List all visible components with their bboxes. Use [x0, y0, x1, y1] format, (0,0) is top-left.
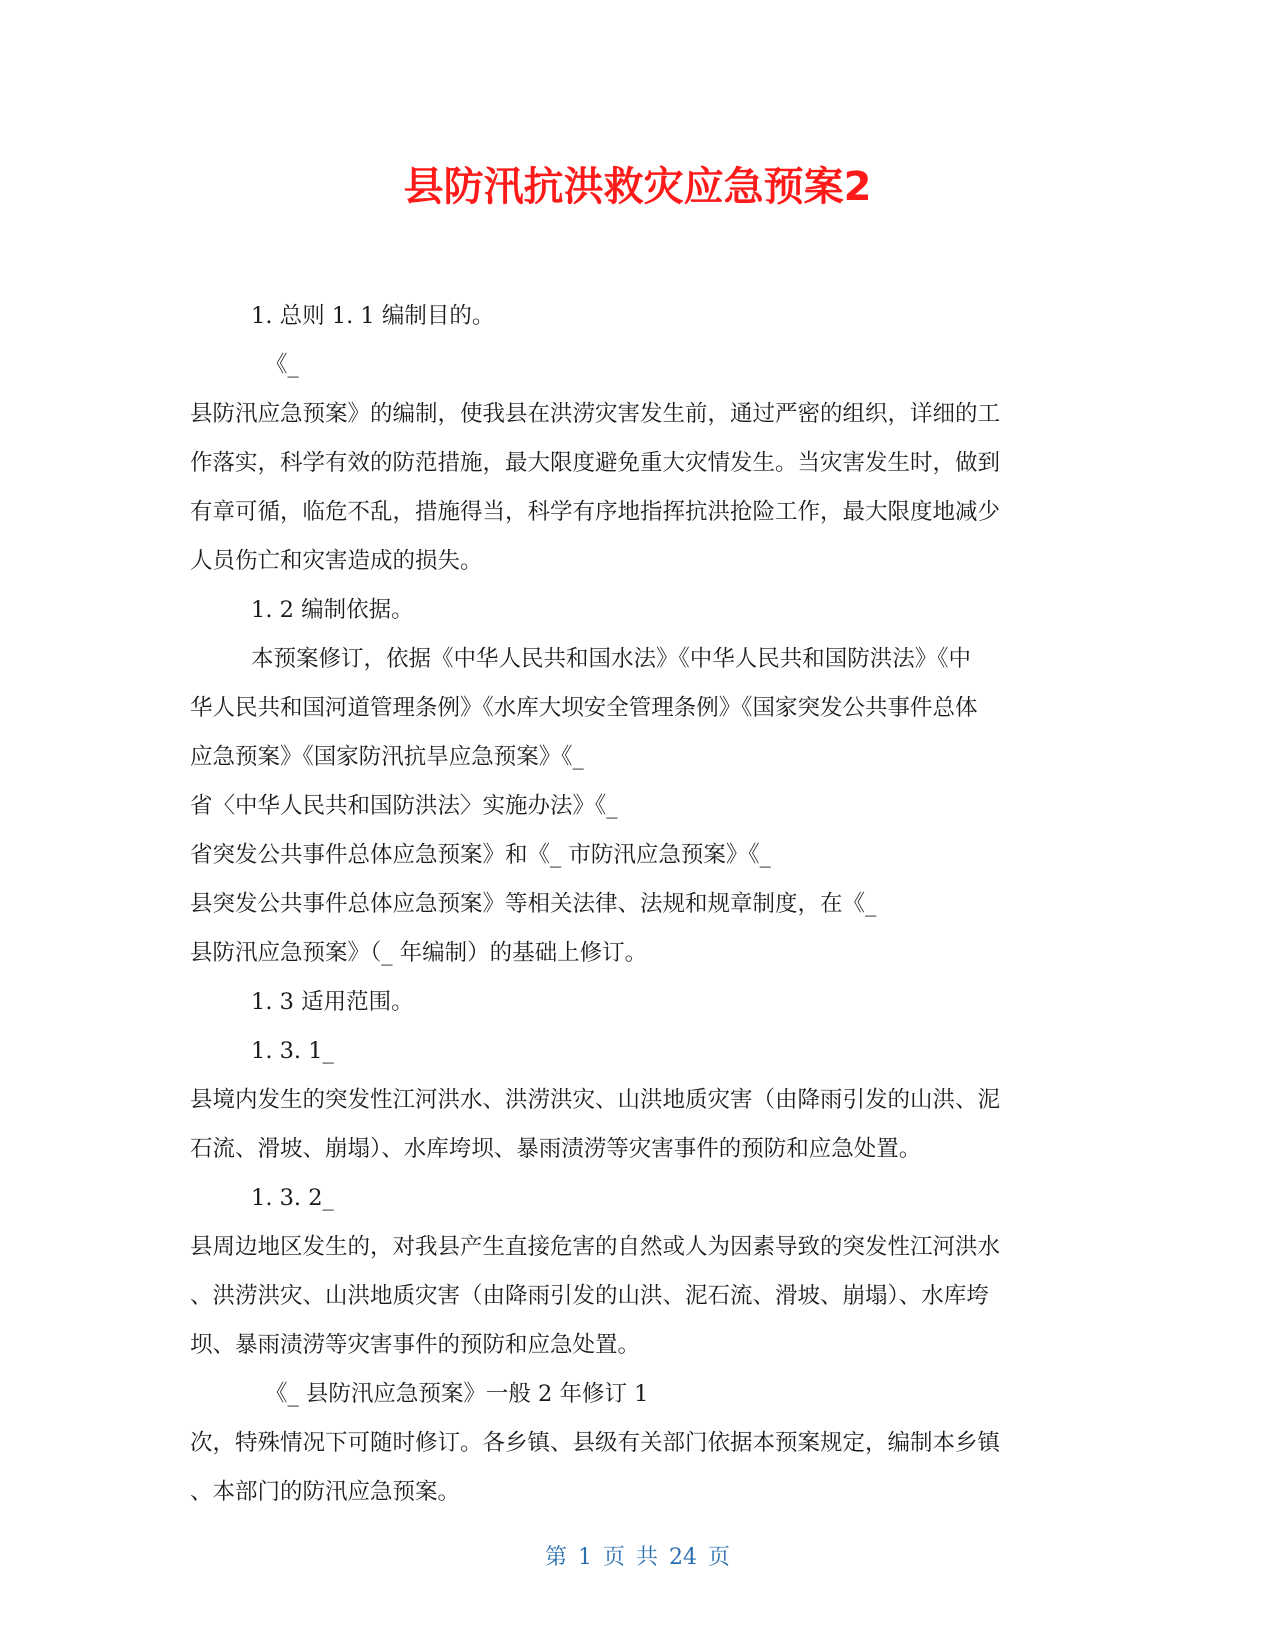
paragraph-line: 华人民共和国河道管理条例》《水库大坝安全管理条例》《国家突发公共事件总体 — [190, 695, 978, 721]
paragraph-line: 次，特殊情况下可随时修订。各乡镇、县级有关部门依据本预案规定，编制本乡镇 — [190, 1430, 1001, 1456]
document-title: 县防汛抗洪救灾应急预案2 — [403, 164, 872, 210]
paragraph-line: 、洪涝洪灾、山洪地质灾害（由降雨引发的山洪、泥石流、滑坡、崩塌）、水库垮 — [190, 1283, 989, 1309]
paragraph-line: 县突发公共事件总体应急预案》等相关法律、法规和规章制度，在《_ — [190, 891, 877, 917]
paragraph-line: 省〈中华人民共和国防洪法〉实施办法》《_ — [190, 793, 618, 819]
paragraph-line: 县防汛应急预案》（_ 年编制）的基础上修订。 — [190, 940, 648, 966]
paragraph-line: 县防汛应急预案》的编制，使我县在洪涝灾害发生前，通过严密的组织，详细的工 — [190, 401, 1001, 427]
paragraph-line: 1. 3 适用范围。 — [251, 989, 414, 1015]
paragraph-line: 县境内发生的突发性江河洪水、洪涝洪灾、山洪地质灾害（由降雨引发的山洪、泥 — [190, 1087, 1001, 1113]
paragraph-line: 1. 2 编制依据。 — [251, 597, 414, 623]
paragraph-line: 省突发公共事件总体应急预案》和《_ 市防汛应急预案》《_ — [190, 842, 771, 868]
paragraph-line: 1. 3. 2_ — [251, 1185, 334, 1211]
paragraph-line: 《_ 县防汛应急预案》一般 2 年修订 1 — [265, 1381, 649, 1407]
paragraph-line: 有章可循，临危不乱，措施得当，科学有序地指挥抗洪抢险工作，最大限度地减少 — [190, 499, 1001, 525]
paragraph-line: 人员伤亡和灾害造成的损失。 — [190, 548, 483, 574]
paragraph-line: 县周边地区发生的，对我县产生直接危害的自然或人为因素导致的突发性江河洪水 — [190, 1234, 1001, 1260]
paragraph-line: 、本部门的防汛应急预案。 — [190, 1479, 461, 1505]
paragraph-line: 应急预案》《国家防汛抗旱应急预案》《_ — [190, 744, 584, 770]
paragraph-line: 石流、滑坡、崩塌）、水库垮坝、暴雨渍涝等灾害事件的预防和应急处置。 — [190, 1136, 922, 1162]
document-body — [190, 292, 1090, 1517]
paragraph-line: 《_ — [265, 352, 299, 378]
page-number-footer: 第 1 页 共 24 页 — [545, 1545, 730, 1570]
paragraph-line: 1. 3. 1_ — [251, 1038, 334, 1064]
paragraph-line: 坝、暴雨渍涝等灾害事件的预防和应急处置。 — [190, 1332, 641, 1358]
paragraph-line: 作落实，科学有效的防范措施，最大限度避免重大灾情发生。当灾害发生时，做到 — [190, 450, 1001, 476]
paragraph-line: 本预案修订，依据《中华人民共和国水法》《中华人民共和国防洪法》《中 — [251, 646, 972, 672]
paragraph-line: 1. 总则 1. 1 编制目的。 — [251, 303, 495, 329]
